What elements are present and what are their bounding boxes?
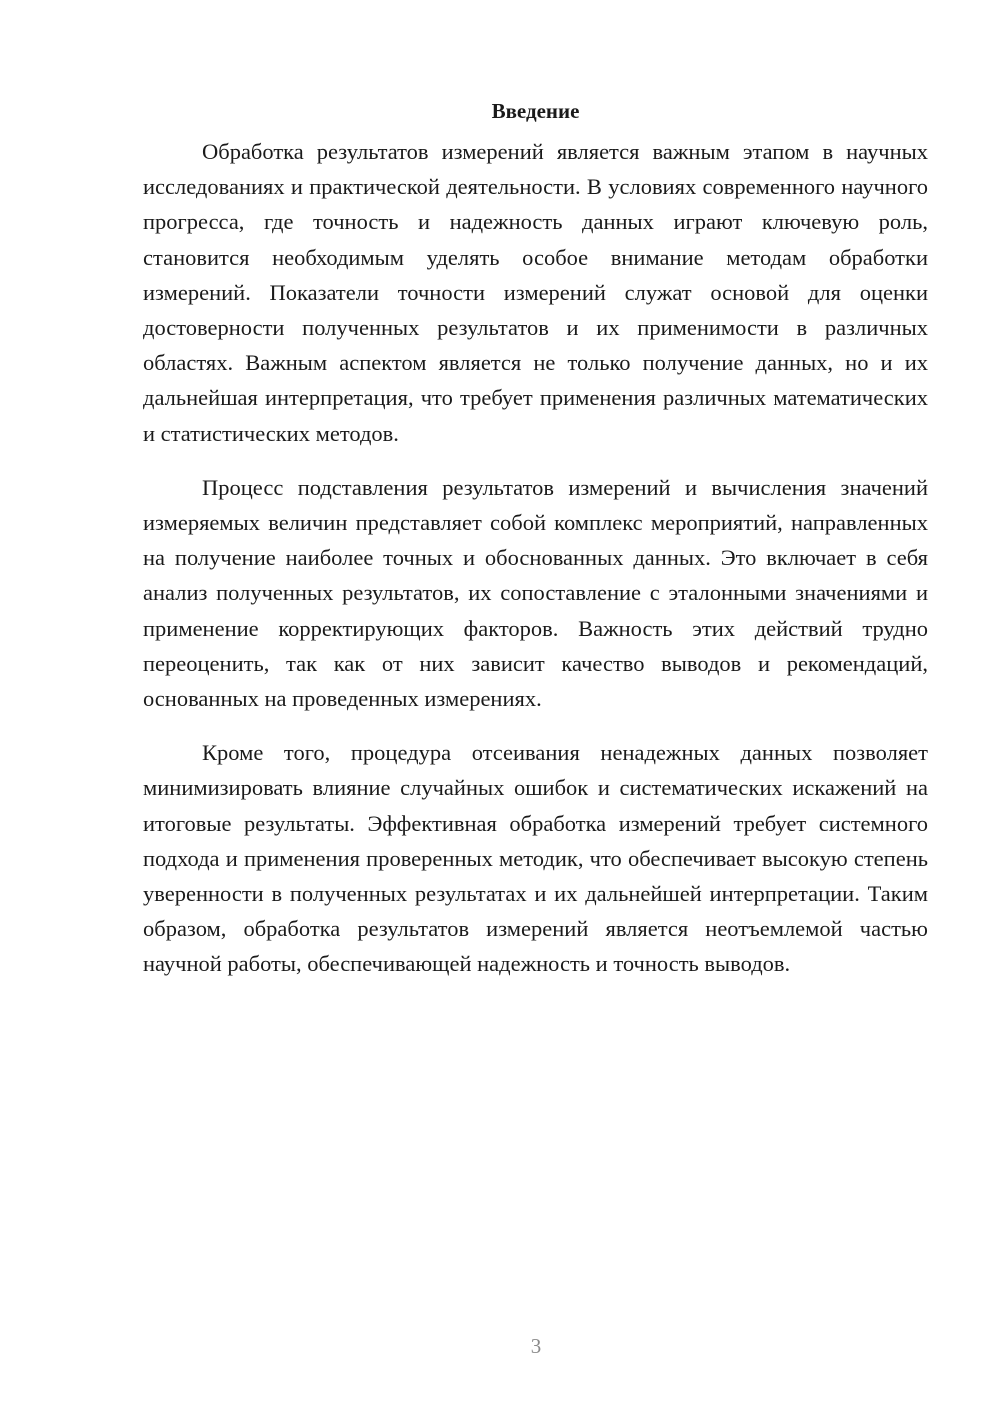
paragraph-2: Процесс подставления результатов измерений и вычисления значений измеряемых величин представляет собой комплекс мероприятий, направленных на получение наиболее точных и обоснованных данных. Это включает в себя анализ полученных результатов, их сопоставление с эталонными значениями и применение корректирующих факторов. Важность этих действий трудно переоценить, так как от них зависит качество выводов и рекомендаций, основанных на проведенных измерениях. (143, 474, 928, 712)
page-number: 3 (530, 1334, 542, 1358)
section-title: Введение (491, 99, 580, 123)
paragraph-3: Кроме того, процедура отсеивания ненадежных данных позволяет минимизировать влияние случайных ошибок и систематических искажений на итоговые результаты. Эффективная обработка измерений требует системного подхода и применения проверенных методик, что обеспечивает высокую степень уверенности в полученных результатах и их дальнейшей интерпретации. Таким образом, обработка результатов измерений является неотъемлемой частью научной работы, обеспечивающей надежность и точность выводов. (143, 740, 928, 977)
page-content (143, 95, 928, 982)
paragraph-1: Обработка результатов измерений является важным этапом в научных исследованиях и практической деятельности. В условиях современного научного прогресса, где точность и надежность данных играют ключевую роль, становится необходимым уделять особое внимание методам обработки измерений. Показатели точности измерений служат основой для оценки достоверности полученных результатов и их применимости в различных областях. Важным аспектом является не только получение данных, но и их дальнейшая интерпретация, что требует применения различных математических и статистических методов. (143, 139, 928, 446)
